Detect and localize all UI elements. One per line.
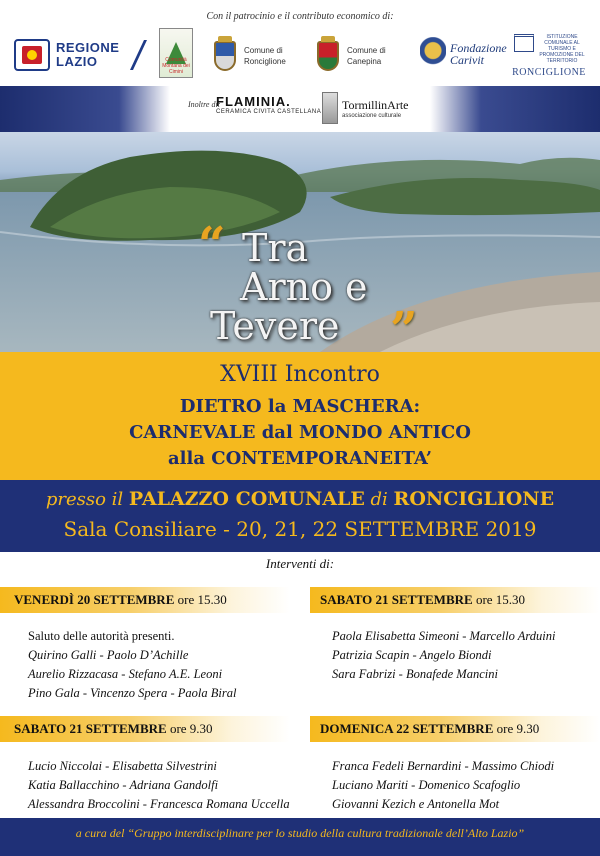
istituzione-small-label: ISTITUZIONE COMUNALE AL TURISMO E PROMOZIONE DEL TERRITORIO — [539, 34, 585, 64]
regione-emblem-icon — [14, 39, 50, 71]
session-day: DOMENICA 22 SETTEMBRE — [320, 721, 494, 736]
open-quote-icon: “ — [198, 217, 226, 273]
tormillinarte-label: TormillinArte — [342, 97, 409, 112]
speaker-line: Patrizia Scapin - Angelo Biondi — [332, 648, 492, 662]
fondazione-carivit-logo — [420, 32, 510, 76]
canepina-crest-icon — [317, 41, 339, 71]
venue-date: Sala Consiliare - 20, 21, 22 SETTEMBRE 2019 — [63, 517, 537, 541]
hero-title-line2: Arno e — [240, 265, 368, 309]
fondazione-carivit-label: Fondazione Carivit — [450, 41, 507, 67]
speaker-line: Franca Fedeli Bernardini - Massimo Chiodi — [332, 759, 555, 773]
sponsor-band-left — [0, 86, 170, 132]
carivit-emblem-icon — [420, 37, 446, 71]
venue-band — [0, 480, 600, 552]
speaker-line: Alessandra Broccolini - Francesca Romana Uccella — [28, 797, 290, 811]
tower-image-icon — [322, 92, 338, 124]
comune-canepina-logo — [317, 34, 397, 78]
speaker-line: Quirino Galli - Paolo D’Achille — [28, 648, 189, 662]
flaminia-label: FLAMINIA. — [216, 94, 291, 109]
montana-label: Comunità Montana dei Cimini — [162, 57, 190, 75]
footer-curators: a cura del “Gruppo interdisciplinare per lo studio della cultura tradizionale dell’Alto Lazio” — [0, 818, 600, 856]
session-header-venerdi — [0, 587, 290, 613]
comune-canepina-label: Comune di Canepina — [347, 46, 386, 66]
session-speakers-sabato-pomeriggio — [332, 627, 555, 684]
venue-di: di — [364, 489, 394, 510]
speaker-line: Paola Elisabetta Simeoni - Marcello Arduini — [332, 629, 556, 643]
close-quote-icon: ” — [390, 302, 418, 352]
comune-ronciglione-logo — [214, 34, 304, 78]
regione-lazio-logo — [14, 38, 142, 72]
comune-ronciglione-label: Comune di Ronciglione — [244, 46, 286, 66]
speaker-line: Sara Fabrizi - Bonafede Mancini — [332, 667, 498, 681]
speaker-line: Saluto delle autorità presenti. — [28, 629, 175, 643]
inoltre-label: Inoltre di: — [188, 100, 221, 109]
tormillinarte-logo — [322, 90, 408, 126]
session-speakers-domenica — [332, 757, 554, 814]
speaker-line: Aurelio Rizzacasa - Stefano A.E. Leoni — [28, 667, 223, 681]
flaminia-logo — [216, 94, 321, 115]
session-header-sabato-pomeriggio — [310, 587, 600, 613]
session-time: ore 15.30 — [174, 592, 227, 607]
speaker-line: Pino Gala - Vincenzo Spera - Paola Biral — [28, 686, 237, 700]
incontro-title: XVIII Incontro — [220, 362, 380, 387]
sponsor-band-right — [430, 86, 600, 132]
session-speakers-venerdi — [28, 627, 236, 703]
session-day: SABATO 21 SETTEMBRE — [320, 592, 473, 607]
speaker-line: Lucio Niccolai - Elisabetta Silvestrini — [28, 759, 217, 773]
venue-palazzo: PALAZZO COMUNALE — [128, 488, 365, 510]
session-header-domenica — [310, 716, 600, 742]
event-title-band — [0, 352, 600, 480]
patronage-text: Con il patrocinio e il contributo economico di: — [206, 11, 394, 22]
istituzione-ronciglione-logo — [510, 34, 588, 78]
istituzione-big-label: RONCIGLIONE — [512, 67, 586, 78]
venue-presso: presso il — [45, 489, 129, 510]
ronciglione-crest-icon — [214, 41, 236, 71]
hero-title-line3: Tevere — [210, 304, 340, 348]
sponsors-header — [0, 0, 600, 132]
session-time: ore 15.30 — [472, 592, 526, 607]
hero-landscape — [0, 132, 600, 352]
session-time: ore 9.30 — [166, 721, 213, 736]
event-subtitle-2: CARNEVALE dal MONDO ANTICO — [129, 422, 471, 443]
comunita-montana-logo — [159, 28, 193, 78]
speaker-line: Katia Ballacchino - Adriana Gandolfi — [28, 778, 219, 792]
speaker-line: Giovanni Kezich e Antonella Mot — [332, 797, 500, 811]
tormillinarte-sub-label: associazione culturale — [342, 112, 402, 119]
flaminia-sub-label: CERAMICA CIVITA CASTELLANA — [216, 109, 322, 115]
session-day: SABATO 21 SETTEMBRE — [14, 721, 167, 736]
session-time: ore 9.30 — [493, 721, 540, 736]
speaker-line: Luciano Mariti - Domenico Scafoglio — [332, 778, 521, 792]
venue-town: RONCIGLIONE — [393, 488, 555, 510]
session-speakers-sabato-mattina — [28, 757, 290, 814]
session-day: VENERDÌ 20 SETTEMBRE — [14, 592, 175, 607]
event-subtitle-1: DIETRO la MASCHERA: — [179, 396, 421, 417]
tower-icon — [514, 34, 534, 52]
regione-label: REGIONE LAZIO — [56, 40, 120, 69]
hero-title-line1: Tra — [242, 226, 309, 270]
venue-line — [0, 486, 600, 510]
session-header-sabato-mattina — [0, 716, 290, 742]
event-subtitle-3: alla CONTEMPORANEITA’ — [167, 448, 432, 469]
interventi-label: Interventi di: — [265, 556, 335, 571]
